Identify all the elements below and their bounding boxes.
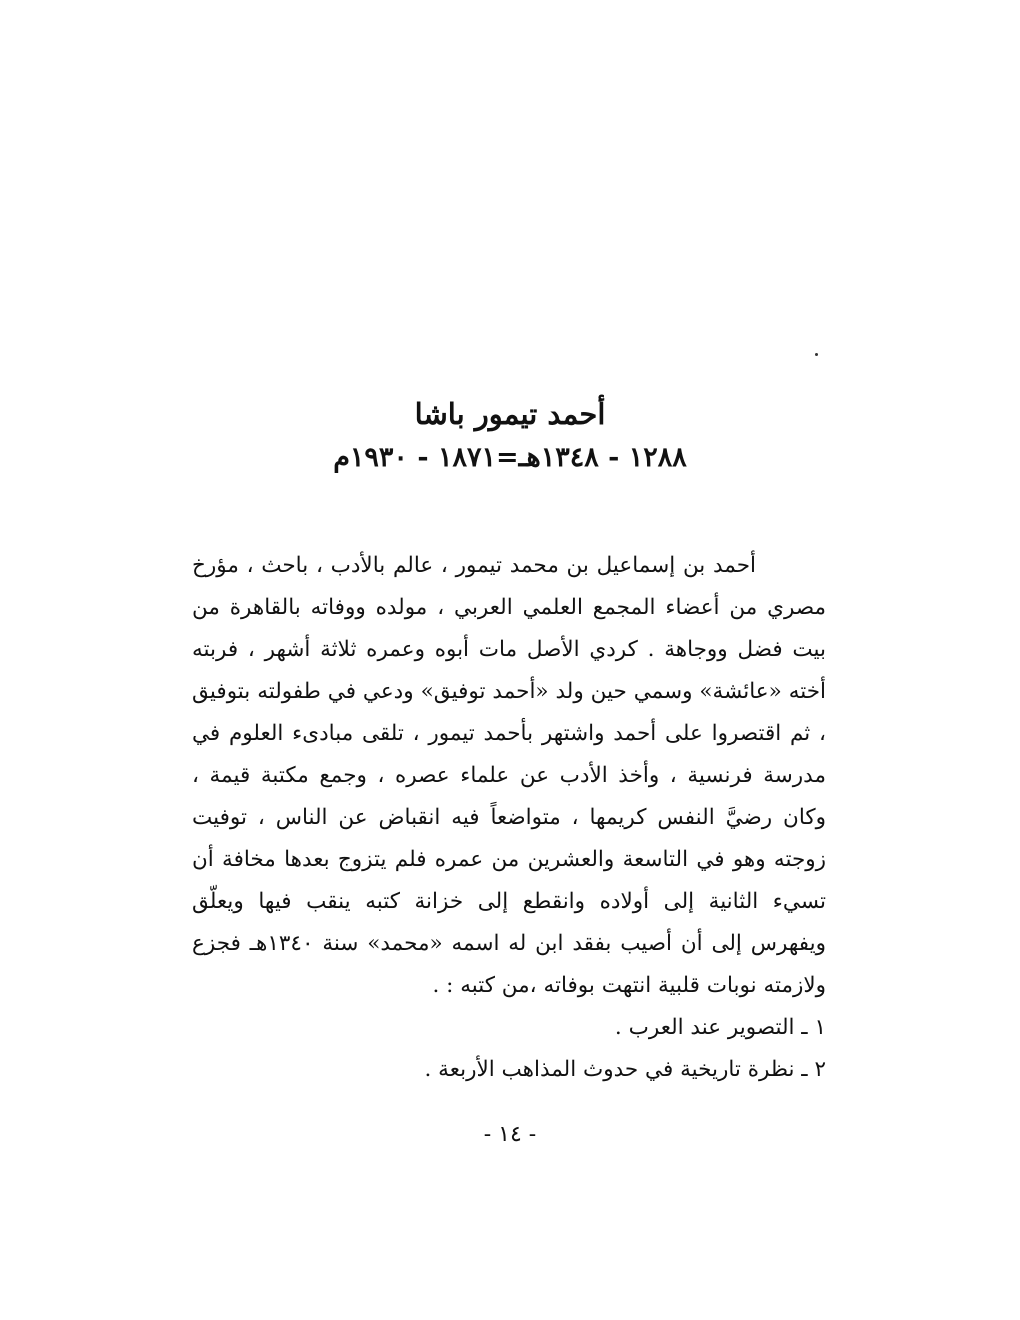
entry-heading [200, 392, 820, 480]
page-number: - ١٤ - [483, 1122, 537, 1147]
biography-text: أحمد بن إسماعيل بن محمد تيمور ، عالم بالأدب ، باحث ، مؤرخ مصري من أعضاء المجمع العلمي العربي ، مولده ووفاته بالقاهرة من بيت فضل ووجاهة . كردي الأصل مات أبوه وعمره ثلاثة أشهر ، فربته أخته «عائشة» وسمي حين ولد «أحمد توفيق» ودعي في طفولته بتوفيق ، ثم اقتصروا على أحمد واشتهر بأحمد تيمور ، تلقى مبادىء العلوم في مدرسة فرنسية ، وأخذ الأدب عن علماء عصره ، وجمع مكتبة قيمة ، وكان رضيَّ النفس كريمها ، متواضعاً فيه انقباض عن الناس ، توفيت زوجته وهو في التاسعة والعشرين من عمره فلم يتزوج بعدها مخافة أن تسيء الثانية إلى أولاده وانقطع إلى خزانة كتبه ينقب فيها ويعلّق ويفهرس إلى أن أصيب بفقد ابن له اسمه «محمد» سنة ١٣٤٠هـ فجزع ولازمته نوبات قلبية انتهت بوفاته ،من كتبه : . [192, 553, 826, 998]
entry-title: أحمد تيمور باشا [414, 397, 606, 431]
print-speck [815, 353, 818, 356]
entry-body [192, 545, 826, 1091]
works-list-item: ٢ ـ نظرة تاريخية في حدوث المذاهب الأربعة . [424, 1057, 826, 1082]
biography-paragraph [192, 545, 826, 1007]
works-list [192, 1007, 826, 1091]
works-list-item: ١ ـ التصوير عند العرب . [614, 1015, 826, 1040]
entry-dates: ١٢٨٨ - ١٣٤٨هـ=١٨٧١ - ١٩٣٠م [333, 442, 687, 473]
